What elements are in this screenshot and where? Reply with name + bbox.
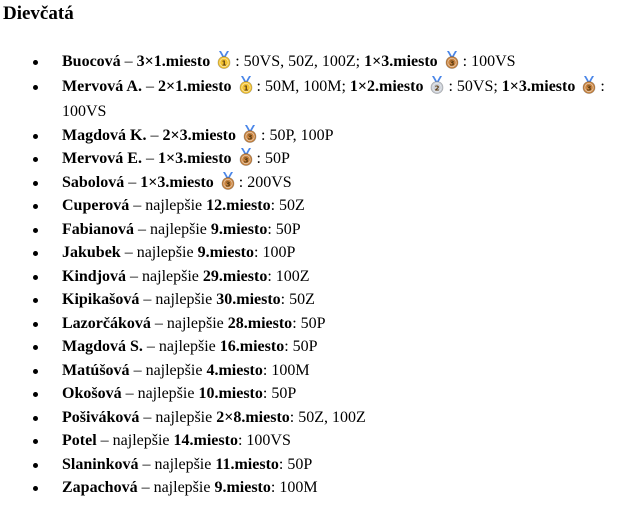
list-item: Kindjová – najlepšie 29.miesto: 100Z bbox=[62, 265, 635, 289]
best-label: najlepšie bbox=[166, 314, 224, 332]
list-item: Matúšová – najlepšie 4.miesto: 100M bbox=[62, 359, 635, 383]
swimmer-name: Slaninková bbox=[62, 455, 139, 473]
events: 200VS bbox=[247, 173, 292, 191]
list-item: Fabianová – najlepšie 9.miesto: 50P bbox=[62, 218, 635, 242]
events: 50M, 100M; bbox=[264, 77, 350, 95]
best-place: 28.miesto bbox=[227, 314, 293, 332]
svg-text:1: 1 bbox=[243, 83, 248, 92]
swimmer-name: Potel bbox=[62, 432, 97, 449]
list-item: Jakubek – najlepšie 9.miesto: 100P bbox=[62, 241, 635, 265]
bronze-medal-icon bbox=[241, 125, 259, 143]
events: 100VS bbox=[471, 53, 516, 70]
events: 50P bbox=[292, 338, 318, 355]
svg-text:3: 3 bbox=[586, 83, 592, 92]
list-item: Magdová K. – 2×3.miesto 3 : 50P, 100P bbox=[62, 124, 635, 148]
swimmer-name: Kipikašová bbox=[62, 291, 140, 308]
svg-text:3: 3 bbox=[449, 59, 455, 68]
events: 50P, 100P bbox=[269, 126, 334, 144]
events: 50VS, 50Z, 100Z; bbox=[243, 53, 365, 70]
events: 100M bbox=[279, 479, 318, 496]
list-item: Pošiváková – najlepšie 2×8.miesto: 50Z, 100Z bbox=[62, 406, 635, 430]
svg-text:2: 2 bbox=[435, 83, 440, 92]
events: 50P bbox=[275, 220, 301, 238]
swimmer-name: Fabianová bbox=[62, 220, 135, 238]
list-item: Buocová – 3×1.miesto 1 : 50VS, 50Z, 100Z; 1×3.miesto 3 : 100VS bbox=[62, 50, 635, 74]
best-place: 11.miesto bbox=[215, 455, 279, 473]
swimmer-name: Okošová bbox=[62, 385, 122, 402]
list-item: Mervová A. – 2×1.miesto 1 : 50M, 100M; 1×2.miesto 2 : 50VS; 1×3.miesto 3 : 100VS bbox=[62, 74, 634, 124]
events: 100Z bbox=[275, 267, 310, 285]
best-place: 9.miesto bbox=[214, 479, 271, 496]
list-item: Magdová S. – najlepšie 16.miesto: 50P bbox=[62, 335, 635, 359]
medal-count: 3×1.miesto bbox=[136, 53, 211, 70]
best-place: 9.miesto bbox=[210, 220, 268, 238]
swimmer-name: Magdová K. bbox=[62, 126, 147, 144]
best-place: 4.miesto bbox=[206, 361, 263, 379]
swimmer-name: Pošiváková bbox=[62, 408, 140, 426]
bronze-medal-icon bbox=[237, 148, 255, 166]
events: 50Z bbox=[279, 197, 305, 214]
events: 100VS bbox=[62, 102, 107, 120]
best-label: najlepšie bbox=[150, 220, 207, 238]
best-place: 30.miesto bbox=[216, 291, 281, 308]
best-place: 9.miesto bbox=[197, 244, 255, 261]
page-title: Dievčatá bbox=[3, 3, 74, 24]
swimmer-name: Lazorčáková bbox=[62, 314, 151, 332]
gold-medal-icon bbox=[215, 51, 233, 69]
swimmer-name: Mervová E. bbox=[62, 150, 142, 167]
best-place: 14.miesto bbox=[173, 432, 238, 449]
results-list bbox=[0, 50, 635, 500]
medal-count: 1×3.miesto bbox=[140, 173, 214, 191]
events: 100P bbox=[262, 244, 296, 261]
gold-medal-icon bbox=[237, 76, 255, 94]
best-label: najlepšie bbox=[136, 244, 194, 261]
list-item: Cuperová – najlepšie 12.miesto: 50Z bbox=[62, 194, 635, 218]
best-place: 2×8.miesto bbox=[216, 408, 290, 426]
medal-count: 1×3.miesto bbox=[364, 53, 438, 70]
swimmer-name: Sabolová bbox=[62, 173, 125, 191]
svg-text:3: 3 bbox=[225, 179, 231, 188]
best-label: najlepšie bbox=[112, 432, 170, 449]
best-label: najlepšie bbox=[158, 338, 216, 355]
best-label: najlepšie bbox=[137, 385, 195, 402]
events: 100M bbox=[271, 361, 310, 379]
list-item: Potel – najlepšie 14.miesto: 100VS bbox=[62, 429, 635, 453]
best-place: 29.miesto bbox=[202, 267, 268, 285]
swimmer-name: Zapachová bbox=[62, 479, 138, 496]
events: 50P bbox=[300, 314, 326, 332]
bronze-medal-icon bbox=[219, 172, 237, 190]
best-label: najlepšie bbox=[153, 479, 211, 496]
swimmer-name: Matúšová bbox=[62, 361, 130, 379]
list-item: Zapachová – najlepšie 9.miesto: 100M bbox=[62, 476, 635, 500]
best-label: najlepšie bbox=[155, 408, 213, 426]
events: 50VS; bbox=[456, 77, 502, 95]
silver-medal-icon bbox=[428, 76, 446, 94]
swimmer-name: Mervová A. bbox=[62, 77, 142, 95]
best-label: najlepšie bbox=[145, 197, 203, 214]
events: 50P bbox=[271, 385, 297, 402]
swimmer-name: Kindjová bbox=[62, 267, 127, 285]
best-place: 12.miesto bbox=[206, 197, 271, 214]
best-label: najlepšie bbox=[145, 361, 203, 379]
medal-count: 1×2.miesto bbox=[349, 77, 424, 95]
bronze-medal-icon bbox=[443, 51, 461, 69]
best-place: 10.miesto bbox=[198, 385, 263, 402]
list-item: Sabolová – 1×3.miesto 3 : 200VS bbox=[62, 171, 635, 195]
events: 50P bbox=[287, 455, 313, 473]
bronze-medal-icon bbox=[580, 76, 598, 94]
svg-text:3: 3 bbox=[247, 132, 253, 141]
swimmer-name: Magdová S. bbox=[62, 338, 143, 355]
svg-text:3: 3 bbox=[243, 156, 248, 165]
medal-count: 2×1.miesto bbox=[157, 77, 232, 95]
swimmer-name: Cuperová bbox=[62, 197, 130, 214]
events: 50Z bbox=[289, 291, 315, 308]
list-item: Kipikašová – najlepšie 30.miesto: 50Z bbox=[62, 288, 635, 312]
swimmer-name: Jakubek bbox=[62, 244, 121, 261]
events: 50Z, 100Z bbox=[298, 408, 366, 426]
swimmer-name: Buocová bbox=[62, 53, 121, 70]
events: 100VS bbox=[246, 432, 291, 449]
best-label: najlepšie bbox=[154, 455, 212, 473]
medal-count: 2×3.miesto bbox=[162, 126, 236, 144]
list-item: Lazorčáková – najlepšie 28.miesto: 50P bbox=[62, 312, 635, 336]
events: 50P bbox=[264, 150, 290, 167]
best-label: najlepšie bbox=[155, 291, 213, 308]
medal-count: 1×3.miesto bbox=[157, 150, 232, 167]
medal-count: 1×3.miesto bbox=[501, 77, 576, 95]
svg-text:1: 1 bbox=[221, 59, 227, 68]
list-item: Mervová E. – 1×3.miesto 3 : 50P bbox=[62, 147, 635, 171]
list-item: Slaninková – najlepšie 11.miesto: 50P bbox=[62, 453, 635, 477]
best-label: najlepšie bbox=[142, 267, 199, 285]
list-item: Okošová – najlepšie 10.miesto: 50P bbox=[62, 382, 635, 406]
best-place: 16.miesto bbox=[219, 338, 285, 355]
